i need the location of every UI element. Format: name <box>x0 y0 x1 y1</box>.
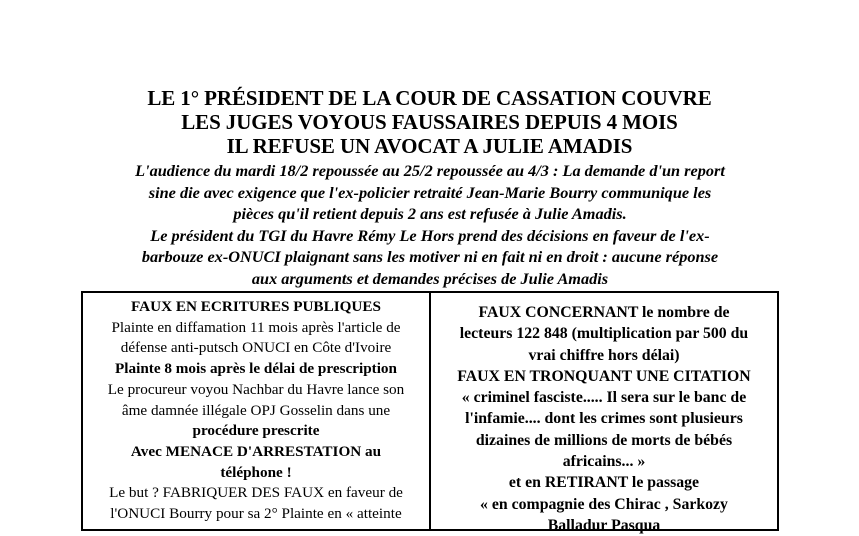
right-line: africains... » <box>562 453 646 471</box>
right-line: dizaines de millions de morts de bébés <box>475 431 733 449</box>
left-line: procédure prescrite <box>192 422 320 440</box>
intro-line: pièces qu'il retient depuis 2 ans est refusée à Julie Amadis. <box>233 204 627 223</box>
right-line: FAUX EN TRONQUANT UNE CITATION <box>457 367 751 385</box>
right-line: Balladur Pasqua <box>547 516 661 534</box>
right-line: lecteurs 122 848 (multiplication par 500 du <box>459 325 749 343</box>
intro-line: aux arguments et demandes précises de Julie Amadis <box>251 268 609 288</box>
right-line: l'infamie.... dont les crimes sont plusieurs <box>465 410 743 428</box>
left-line: Plainte en diffamation 11 mois après l'article de <box>111 318 401 336</box>
headline-line: LES JUGES VOYOUS FAUSSAIRES DEPUIS 4 MOIS <box>181 110 678 134</box>
left-line: FAUX EN ECRITURES PUBLIQUES <box>131 298 381 315</box>
headline <box>0 86 859 158</box>
left-line: Le but ? FABRIQUER DES FAUX en faveur de <box>109 484 403 502</box>
left-line: âme damnée illégale OPJ Gosselin dans une <box>121 401 391 419</box>
left-line: Plainte 8 mois après le délai de prescription <box>115 360 397 378</box>
headline-line: LE 1° PRÉSIDENT DE LA COUR DE CASSATION COUVRE <box>147 86 712 110</box>
right-column <box>431 293 777 534</box>
intro-line: barbouze ex-ONUCI plaignant sans les motiver ni en fait ni en droit : aucune réponse <box>141 247 719 266</box>
left-line: l'ONUCI Bourry pour sa 2° Plainte en « atteinte <box>110 505 402 523</box>
left-line: Avec MENACE D'ARRESTATION au <box>130 442 382 460</box>
left-column <box>83 293 431 529</box>
headline-line: IL REFUSE UN AVOCAT A JULIE AMADIS <box>226 134 633 158</box>
left-line: défense anti-putsch ONUCI en Côte d'Ivoire <box>120 339 392 357</box>
intro-paragraph <box>60 160 800 289</box>
left-line: Le procureur voyou Nachbar du Havre lance son <box>107 380 405 398</box>
left-line: téléphone ! <box>220 463 292 481</box>
two-column-table <box>81 291 779 534</box>
right-line: FAUX CONCERNANT le nombre de <box>478 304 730 321</box>
right-line: « criminel fasciste..... Il sera sur le banc de <box>461 389 747 407</box>
intro-line: L'audience du mardi 18/2 repoussée au 25/2 repoussée au 4/3 : La demande d'un report <box>135 161 725 180</box>
right-line: vrai chiffre hors délai) <box>528 346 680 364</box>
right-line: et en RETIRANT le passage <box>508 474 700 492</box>
intro-line: sine die avec exigence que l'ex-policier retraité Jean-Marie Bourry communique les <box>148 182 712 202</box>
intro-line: Le président du TGI du Havre Rémy Le Hors prend des décisions en faveur de l'ex- <box>150 225 710 245</box>
right-line: « en compagnie des Chirac , Sarkozy <box>480 495 728 513</box>
